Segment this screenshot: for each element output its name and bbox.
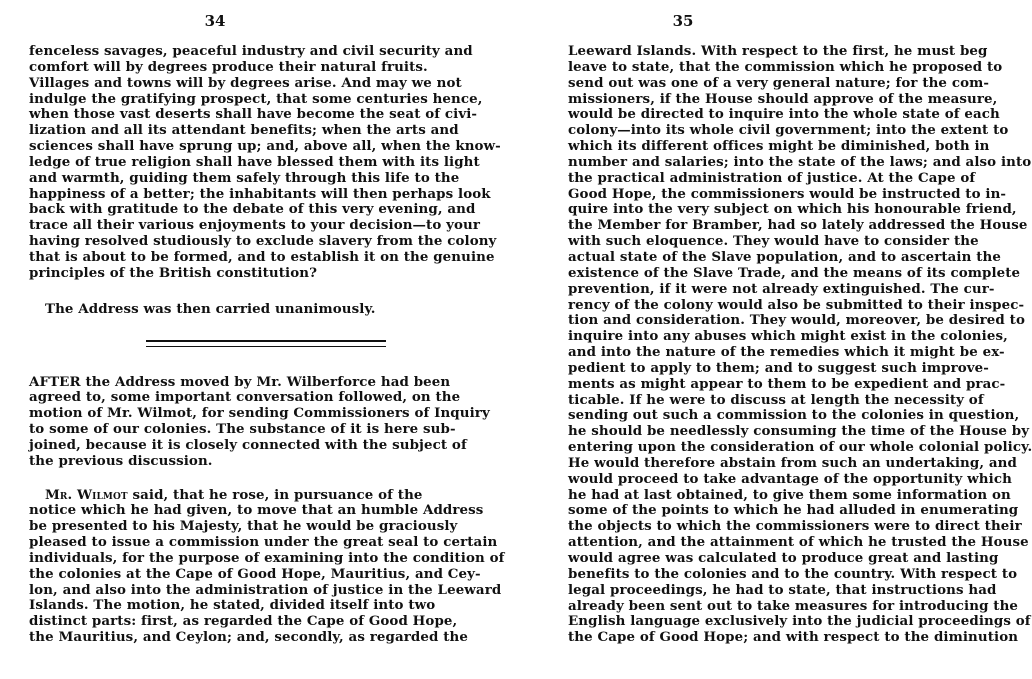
text-line: would be directed to inquire into the whole state of each xyxy=(568,106,1000,123)
text-line: leave to state, that the commission which he proposed to xyxy=(568,58,1003,75)
text-line: number and salaries; into the state of the laws; and also into xyxy=(568,153,1032,170)
text-line: existence of the Slave Trade, and the means of its complete xyxy=(568,264,1021,281)
text-line: ments as might appear to them to be expedient and prac- xyxy=(568,375,1006,392)
text-line: the practical administration of justice. At the Cape of xyxy=(568,169,976,186)
text-line: pleased to issue a commission under the great seal to certain xyxy=(29,534,498,551)
left-page xyxy=(0,0,505,679)
text-line: the colonies at the Cape of Good Hope, Mauritius, and Cey- xyxy=(29,565,481,582)
text-line: inquire into any abuses which might exist in the colonies, xyxy=(568,328,1008,345)
text-line: back with gratitude to the debate of this very evening, and xyxy=(29,201,476,218)
text-line: comfort will by degrees produce their natural fruits. xyxy=(29,58,428,75)
text-line: sciences shall have sprung up; and, above all, when the know- xyxy=(29,138,501,155)
text-line: be presented to his Majesty, that he would be graciously xyxy=(29,518,458,535)
text-line: benefits to the colonies and to the country. With respect to xyxy=(568,565,1018,582)
text-line: ticable. If he were to discuss at length the necessity of xyxy=(568,391,984,408)
right-text-column xyxy=(568,43,1032,646)
text-line: distinct parts: first, as regarded the Cape of Good Hope, xyxy=(29,613,458,630)
paragraph-wilmot-speech xyxy=(29,486,505,646)
text-line: which its different offices might be diminished, both in xyxy=(568,138,990,155)
text-line: having resolved studiously to exclude slavery from the colony xyxy=(29,233,497,250)
text-line: that is about to be formed, and to establish it on the genuine xyxy=(29,248,495,265)
text-line: motion of Mr. Wilmot, for sending Commissioners of Inquiry xyxy=(29,405,490,422)
text-line: entering upon the consideration of our whole colonial policy. xyxy=(568,439,1032,456)
text-line: send out was one of a very general nature; for the com- xyxy=(568,74,990,91)
text-line: AFTER the Address moved by Mr. Wilberforce had been xyxy=(29,373,451,390)
text-line: principles of the British constitution? xyxy=(29,264,318,281)
left-text-column xyxy=(29,43,505,646)
paragraph-closing-speech xyxy=(29,43,501,282)
text-line: Villages and towns will by degrees arise. And may we not xyxy=(29,74,462,91)
text-line: the previous discussion. xyxy=(29,452,213,469)
text-line: colony—into its whole civil government; into the extent to xyxy=(568,122,1009,139)
paragraph-editorial-note xyxy=(29,373,490,470)
text-line: actual state of the Slave population, and to ascertain the xyxy=(568,248,1001,265)
text-line: tion and consideration. They would, moreover, be desired to xyxy=(568,312,1025,329)
text-line: the Cape of Good Hope; and with respect to the diminution xyxy=(568,629,1019,646)
text-line: missioners, if the House should approve of the measure, xyxy=(568,90,998,107)
speech-first-line-text: said, that he rose, in pursuance of the xyxy=(127,486,423,503)
text-line: individuals, for the purpose of examining into the condition of xyxy=(29,549,505,566)
page-number: 35 xyxy=(672,12,694,30)
text-line: to some of our colonies. The substance of it is here sub- xyxy=(29,421,456,438)
text-line: and into the nature of the remedies which it might be ex- xyxy=(568,344,1005,361)
carried-unanimously-line: The Address was then carried unanimously. xyxy=(45,300,376,317)
text-line: He would therefore abstain from such an undertaking, and xyxy=(568,454,1017,471)
text-line: the Mauritius, and Ceylon; and, secondly, as regarded the xyxy=(29,629,468,646)
text-line: agreed to, some important conversation followed, on the xyxy=(29,389,461,406)
right-page xyxy=(490,0,1032,679)
text-line: lon, and also into the administration of justice in the Leeward xyxy=(29,581,502,598)
text-line: legal proceedings, he had to state, that instructions had xyxy=(568,581,997,598)
text-line: the Member for Bramber, had so lately addressed the House xyxy=(568,217,1028,234)
section-divider xyxy=(146,340,386,347)
text-line: the objects to which the commissioners were to direct their xyxy=(568,518,1022,535)
text-line: prevention, if it were not already extinguished. The cur- xyxy=(568,280,995,297)
text-line: already been sent out to take measures for introducing the xyxy=(568,597,1019,614)
text-line: he had at last obtained, to give them some information on xyxy=(568,486,1011,503)
text-line: sending out such a commission to the colonies in question, xyxy=(568,407,1020,424)
page-number: 34 xyxy=(204,12,226,30)
text-line: Leeward Islands. With respect to the first, he must beg xyxy=(568,43,988,59)
speech-first-line xyxy=(29,486,423,504)
text-line: indulge the gratifying prospect, that some centuries hence, xyxy=(29,90,483,107)
text-line: when those vast deserts shall have become the seat of civi- xyxy=(29,106,478,123)
text-line: would proceed to take advantage of the opportunity which xyxy=(568,470,1012,487)
speaker-name: Mr. Wilmot xyxy=(45,486,128,503)
text-line: quire into the very subject on which his honourable friend, xyxy=(568,201,1017,218)
text-line: joined, because it is closely connected with the subject of xyxy=(29,436,467,453)
text-line: notice which he had given, to move that an humble Address xyxy=(29,502,484,519)
text-line: ledge of true religion shall have blessed them with its light xyxy=(29,153,480,170)
text-line: some of the points to which he had alluded in enumerating xyxy=(568,502,1019,519)
text-line: attention, and the attainment of which he trusted the House xyxy=(568,534,1029,551)
text-line: happiness of a better; the inhabitants will then perhaps look xyxy=(29,185,491,202)
text-line: pedient to apply to them; and to suggest such improve- xyxy=(568,359,989,376)
text-line: he should be needlessly consuming the time of the House by xyxy=(568,423,1030,440)
text-line: trace all their various enjoyments to your decision—to your xyxy=(29,217,481,234)
text-line: and warmth, guiding them safely through this life to the xyxy=(29,169,460,186)
text-line: Islands. The motion, he stated, divided itself into two xyxy=(29,597,436,614)
text-line: would agree was calculated to produce great and lasting xyxy=(568,550,999,566)
text-line: English language exclusively into the judicial proceedings of xyxy=(568,613,1031,630)
text-line: with such eloquence. They would have to consider the xyxy=(568,233,979,250)
text-line: lization and all its attendant benefits; when the arts and xyxy=(29,122,459,139)
text-line: Good Hope, the commissioners would be instructed to in- xyxy=(568,185,1007,202)
text-line: fenceless savages, peaceful industry and civil security and xyxy=(29,43,473,59)
text-line: rency of the colony would also be submitted to their inspec- xyxy=(568,296,1025,313)
